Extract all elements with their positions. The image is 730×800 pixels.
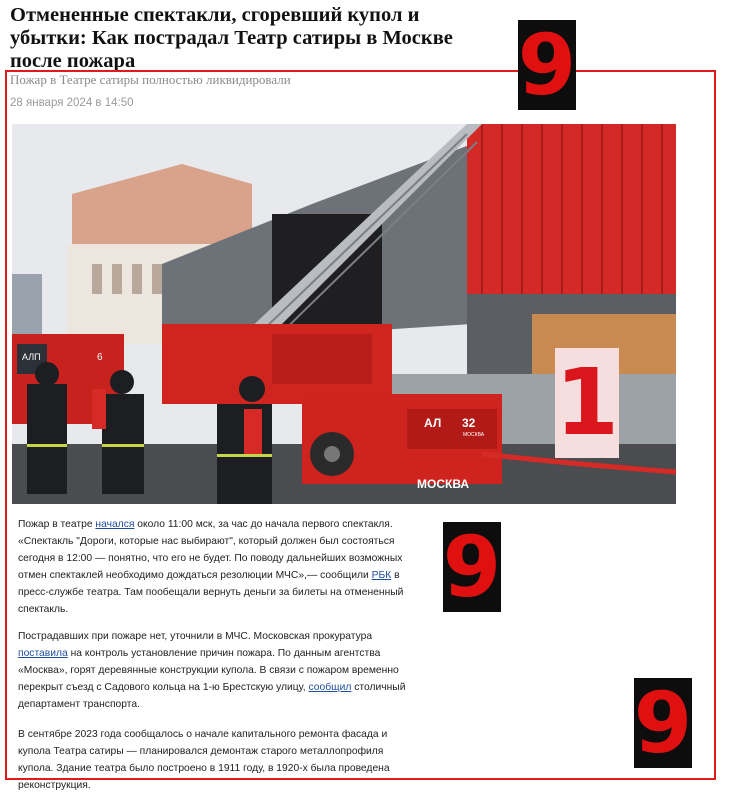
article-paragraph-1: Пожар в театре начался около 11:00 мск, за час до начала первого спектакля. «Спектакль "Дороги, которые нас выбирают", который должен был состояться сегодня в 12:00 — понятно, что его не будет. По поводу дальнейших возможных отмен спектаклей необходимо дождаться резолюции МЧС»,— сообщили РБК в пресс-службе театра. Там пообещали вернуть деньги за билеты на отмененный спектакль. <box>18 519 404 615</box>
article-subtitle: Пожар в Театре сатиры полностью ликвидировали <box>10 72 291 87</box>
label-badge-nine-bottom: 9 <box>633 674 693 772</box>
label-badge-one: 1 <box>555 349 620 456</box>
article-date: 28 января 2024 в 14:50 <box>10 97 134 109</box>
link-nachalsya[interactable]: начался <box>95 519 135 530</box>
link-rbk[interactable]: РБК <box>371 570 392 581</box>
link-soobshchil[interactable]: сообщил <box>308 682 352 693</box>
article-paragraph-2: Пострадавших при пожаре нет, уточнили в МЧС. Московская прокуратура поставила на контроль установление причин пожара. По данным агентства «Москва», горят деревянные конструкции купола. В связи с пожаром временно перекрыт съезд с Садового кольца на 1-ю Брестскую улицу, сообщил столичный департамент транспорта. <box>18 631 406 710</box>
article-paragraph-3: В сентябре 2023 года сообщалось о начале капитального ремонта фасада и купола Театра сатиры — планировался демонтаж старого металлопрофиля купола. Здание театра было построено в 1911 году, в 1920-х была проведена реконструкция. <box>18 729 390 791</box>
link-postavila[interactable]: поставила <box>18 648 68 659</box>
truck-city-text: МОСКВА <box>417 477 470 491</box>
label-badge-nine-middle: 9 <box>442 518 502 616</box>
cab-number: 6 <box>97 352 103 363</box>
red-facade <box>467 124 676 304</box>
truck-small-city-text: МОСКВА <box>463 432 485 438</box>
cab-text: АЛП <box>22 352 41 362</box>
article-headline: Отмененные спектакли, сгоревший купол и убытки: Как пострадал Театр сатиры в Москве после пожара <box>10 4 453 72</box>
truck-number-text: 32 <box>462 416 476 430</box>
truck-plate-text: АЛ <box>424 416 442 430</box>
label-badge-nine-top: 9 <box>517 16 577 114</box>
